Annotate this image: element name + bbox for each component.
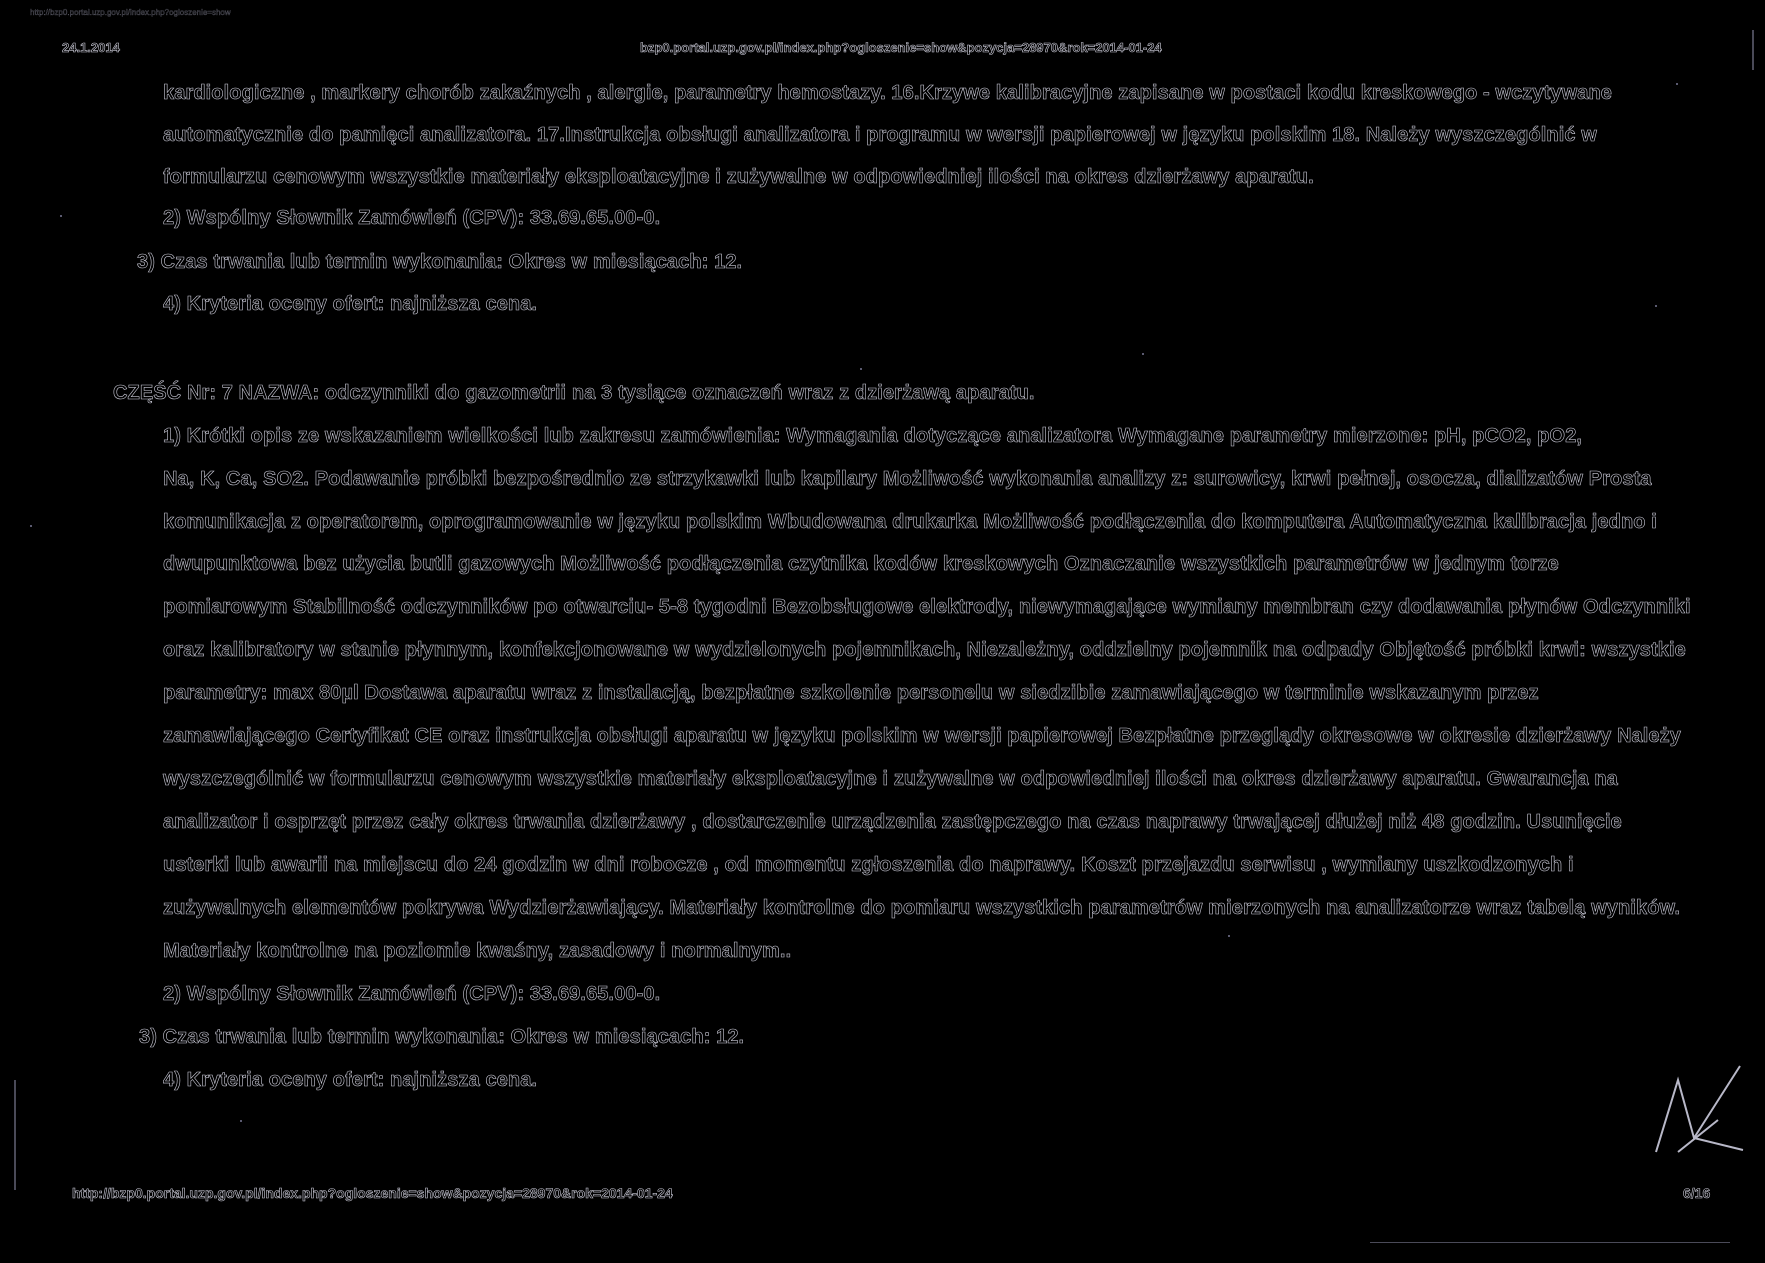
footer-url: http://bzp0.portal.uzp.gov.pl/index.php?ogloszenie=show&pozycja=28970&rok=2014-01-24 [72, 1185, 673, 1201]
body-line: Na, K, Ca, SO2. Podawanie próbki bezpośrednio ze strzykawki lub kapilary Możliwość wykonania analizy z: surowicy, krwi pełnej, osocza, dializatów Prosta [163, 468, 1652, 490]
body-line: formularzu cenowym wszystkie materiały eksploatacyjne i zużywalne w odpowiedniej ilości na okres dzierżawy aparatu. [163, 166, 1314, 188]
body-line: wyszczególnić w formularzu cenowym wszystkie materiały eksploatacyjne i zużywalne w odpowiedniej ilości na okres dzierżawy aparatu. Gwarancja na [163, 768, 1618, 790]
body-line: 2) Wspólny Słownik Zamówień (CPV): 33.69.65.00-0. [163, 207, 661, 229]
scan-edge-line [1370, 1242, 1730, 1243]
scan-speck [1142, 353, 1144, 355]
body-line: zużywalnych elementów pokrywa Wydzierżawiający. Materiały kontrolne do pomiaru wszystkich parametrów mierzonych na analizatorze wraz tabelą wyników. [163, 897, 1681, 919]
body-line: 2) Wspólny Słownik Zamówień (CPV): 33.69.65.00-0. [163, 983, 661, 1005]
scan-speck [1228, 935, 1230, 937]
header-date: 24.1.2014 [62, 40, 120, 55]
body-line: kardiologiczne , markery chorób zakaźnych , alergie, parametry hemostazy. 16.Krzywe kalibracyjne zapisane w postaci kodu kreskowego - wczytywane [163, 82, 1613, 104]
body-line: automatycznie do pamięci analizatora. 17.Instrukcja obsługi analizatora i programu w wersji papierowej w języku polskim 18. Należy wyszczególnić w [163, 124, 1597, 146]
body-line: 4) Kryteria oceny ofert: najniższa cena. [163, 293, 538, 315]
body-line: Materiały kontrolne na poziomie kwaśny, zasadowy i normalnym.. [163, 940, 792, 962]
scan-speck [1676, 83, 1678, 85]
section-heading: CZĘŚĆ Nr: 7 NAZWA: odczynniki do gazometrii na 3 tysiące oznaczeń wraz z dzierżawą aparatu. [113, 382, 1035, 404]
signature-mark [1648, 1060, 1748, 1160]
body-line: 3) Czas trwania lub termin wykonania: Okres w miesiącach: 12. [139, 1026, 745, 1048]
body-line: 3) Czas trwania lub termin wykonania: Okres w miesiącach: 12. [137, 251, 743, 273]
body-line: oraz kalibratory w stanie płynnym, konfekcjonowane w wydzielonych pojemnikach, Niezależny, oddzielny pojemnik na odpady Objętość próbki krwi: wszystkie [163, 639, 1686, 661]
scan-speck [60, 215, 62, 217]
scan-speck [30, 525, 32, 527]
body-line: dwupunktowa bez użycia butli gazowych Możliwość podłączenia czytnika kodów kreskowych Oznaczanie wszystkich parametrów w jednym torze [163, 553, 1559, 575]
scan-edge-line [14, 1080, 16, 1190]
scan-speck [240, 1120, 242, 1122]
faint-top-url: http://bzp0.portal.uzp.gov.pl/index.php?ogloszenie=show [30, 8, 231, 17]
body-line: 4) Kryteria oceny ofert: najniższa cena. [163, 1069, 538, 1091]
body-line: analizator i osprzęt przez cały okres trwania dzierżawy , dostarczenie urządzenia zastępczego na czas naprawy trwającej dłużej niż 48 godzin. Usunięcie [163, 811, 1622, 833]
body-line: parametry: max 80µl Dostawa aparatu wraz z instalacją, bezpłatne szkolenie personelu w siedzibie zamawiającego w terminie wskazanym przez [163, 682, 1539, 704]
scan-speck [860, 368, 862, 370]
body-line: komunikacja z operatorem, oprogramowanie w języku polskim Wbudowana drukarka Możliwość podłączenia do komputera Automatyczna kalibracja jedno i [163, 511, 1657, 533]
body-line: 1) Krótki opis ze wskazaniem wielkości lub zakresu zamówienia: Wymagania dotyczące analizatora Wymagane parametry mierzone: pH, pCO2, pO2, [163, 425, 1583, 447]
body-line: pomiarowym Stabilność odczynników po otwarciu- 5-8 tygodni Bezobsługowe elektrody, niewymagające wymiany membran czy dodawania płynów Odczynniki [163, 596, 1691, 618]
scan-speck [1655, 305, 1657, 307]
scan-edge-line [1752, 30, 1754, 70]
header-url: bzp0.portal.uzp.gov.pl/index.php?ogloszenie=show&pozycja=28970&rok=2014-01-24 [640, 40, 1162, 55]
body-line: usterki lub awarii na miejscu do 24 godzin w dni robocze , od momentu zgłoszenia do naprawy. Koszt przejazdu serwisu , wymiany uszkodzonych i [163, 854, 1574, 876]
body-line: zamawiającego Certyfikat CE oraz instrukcja obsługi aparatu w języku polskim w wersji papierowej Bezpłatne przeglądy okresowe w okresie dzierżawy Należy [163, 725, 1681, 747]
page-number: 6/16 [1683, 1185, 1711, 1201]
